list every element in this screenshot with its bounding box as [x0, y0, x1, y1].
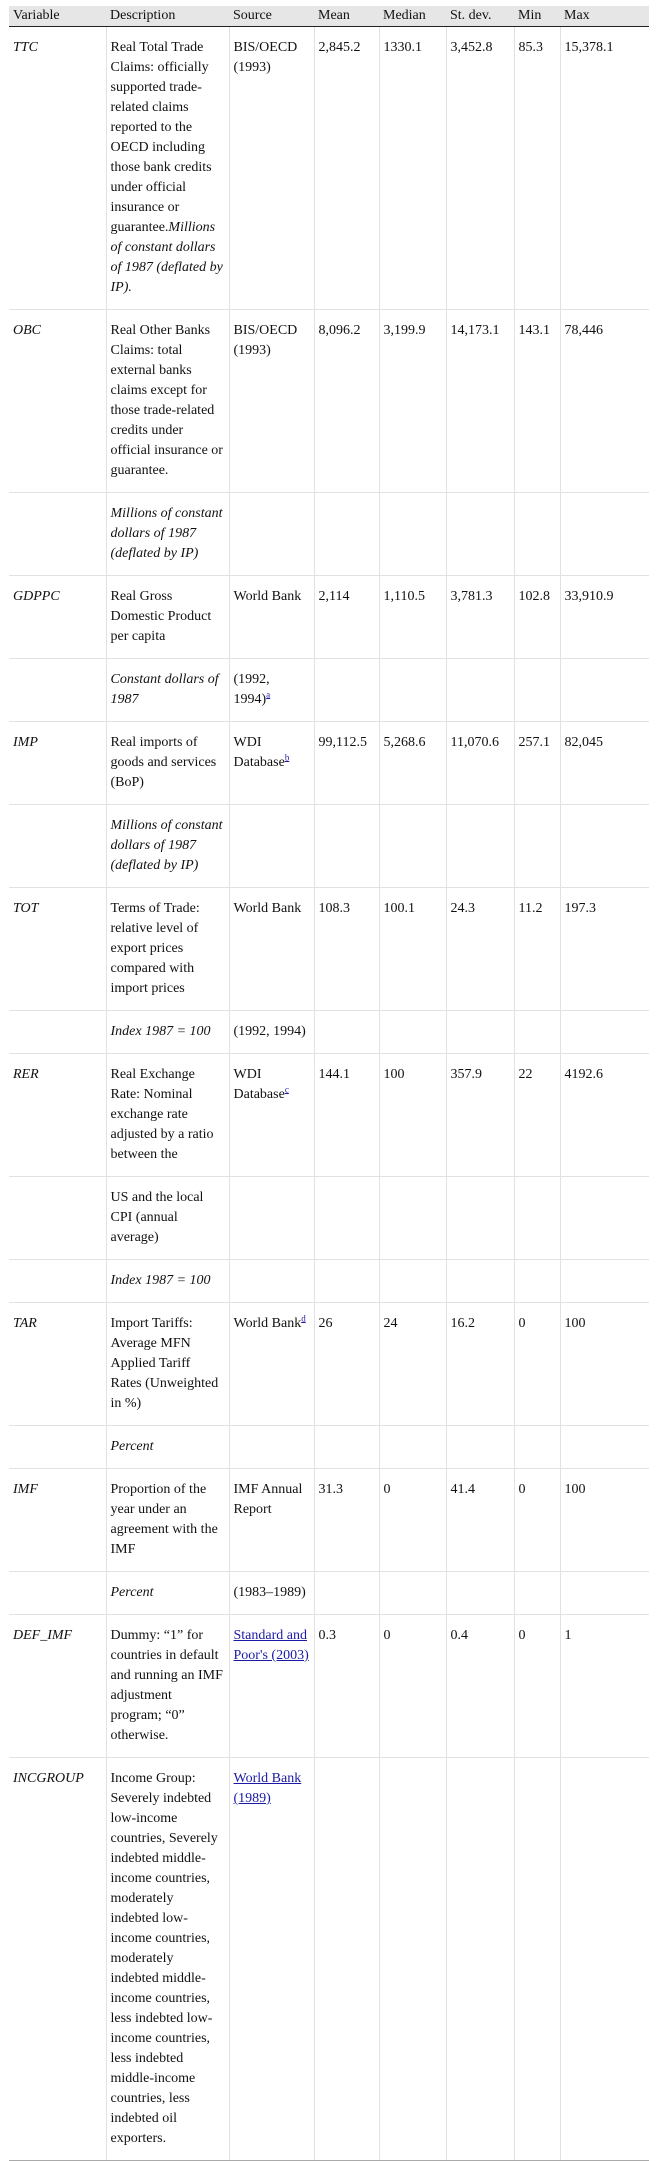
cell-variable [9, 576, 106, 659]
cell-mean [314, 659, 379, 722]
cell-mean [314, 1177, 379, 1260]
table-row [9, 1054, 649, 1177]
description-text: Import Tariffs: Average MFN Applied Tariff Rates (Unweighted in %) [110, 1316, 219, 1411]
variable-name: RER [13, 1067, 39, 1082]
description-text: Proportion of the year under an agreement with the IMF [110, 1482, 218, 1557]
cell-max [560, 659, 649, 722]
cell-median [379, 1260, 446, 1303]
cell-source [229, 1426, 314, 1469]
cell-max: 78,446 [560, 310, 649, 493]
cell-min: 102.8 [514, 576, 560, 659]
cell-max: 15,378.1 [560, 27, 649, 310]
cell-median: 1,110.5 [379, 576, 446, 659]
description-text: Terms of Trade: relative level of export prices compared with import prices [110, 901, 200, 996]
cell-description [106, 888, 229, 1011]
cell-variable [9, 1469, 106, 1572]
cell-max: 1 [560, 1615, 649, 1758]
cell-min [514, 1426, 560, 1469]
header-min: Min [514, 6, 560, 27]
cell-variable [9, 1011, 106, 1054]
cell-stdev [446, 1426, 514, 1469]
cell-variable [9, 722, 106, 805]
cell-mean [314, 1426, 379, 1469]
table-row [9, 1426, 649, 1469]
source-reference-link[interactable]: Standard and Poor's (2003) [233, 1628, 309, 1663]
table-row [9, 310, 649, 493]
table-row [9, 27, 649, 310]
description-unit: Index 1987 = 100 [110, 1024, 211, 1039]
cell-median [379, 1426, 446, 1469]
cell-variable [9, 659, 106, 722]
variable-name: DEF_IMF [13, 1628, 73, 1643]
cell-median: 100 [379, 1054, 446, 1177]
cell-max [560, 805, 649, 888]
cell-source [229, 1758, 314, 2161]
cell-description [106, 1011, 229, 1054]
cell-source [229, 1615, 314, 1758]
cell-source [229, 888, 314, 1011]
header-stdev: St. dev. [446, 6, 514, 27]
footnote-link[interactable]: b [284, 752, 290, 763]
source-text: WDI Database [233, 1067, 285, 1102]
cell-mean [314, 1011, 379, 1054]
cell-min: 0 [514, 1469, 560, 1572]
header-row [9, 6, 649, 27]
source-text: BIS/OECD (1993) [233, 323, 298, 358]
cell-variable [9, 1260, 106, 1303]
cell-median [379, 1572, 446, 1615]
description-unit: Millions of constant dollars of 1987 (deflated by IP) [110, 506, 223, 561]
cell-stdev [446, 1177, 514, 1260]
cell-max [560, 1572, 649, 1615]
cell-stdev: 16.2 [446, 1303, 514, 1426]
table-row [9, 576, 649, 659]
cell-stdev: 3,781.3 [446, 576, 514, 659]
cell-source [229, 576, 314, 659]
cell-description [106, 1572, 229, 1615]
cell-stdev: 11,070.6 [446, 722, 514, 805]
cell-source [229, 1011, 314, 1054]
cell-stdev [446, 1011, 514, 1054]
description-unit: Index 1987 = 100 [110, 1273, 211, 1288]
header-source: Source [229, 6, 314, 27]
cell-description [106, 493, 229, 576]
description-text: Income Group: Severely indebted low-income countries, Severely indebted middle-income countries, moderately indebted low-income countries, moderately indebted middle-income countries, less indebted low-income countries, less indebted middle-income countries, less indebted oil exporters. [110, 1771, 218, 2146]
cell-description [106, 805, 229, 888]
header-variable: Variable [9, 6, 106, 27]
table-row [9, 493, 649, 576]
cell-stdev: 14,173.1 [446, 310, 514, 493]
description-text: Real Exchange Rate: Nominal exchange rate adjusted by a ratio between the [110, 1067, 214, 1162]
table-row [9, 888, 649, 1011]
cell-stdev [446, 1260, 514, 1303]
cell-source [229, 1469, 314, 1572]
footnote-link[interactable]: c [284, 1084, 289, 1095]
source-text: IMF Annual Report [233, 1482, 303, 1517]
cell-source [229, 27, 314, 310]
cell-source [229, 722, 314, 805]
description-unit: Millions of constant dollars of 1987 (deflated by IP). [110, 220, 223, 295]
cell-description [106, 576, 229, 659]
variable-name: IMF [13, 1482, 38, 1497]
cell-max [560, 493, 649, 576]
cell-min: 0 [514, 1303, 560, 1426]
cell-description [106, 1177, 229, 1260]
cell-min [514, 493, 560, 576]
cell-variable [9, 1615, 106, 1758]
cell-variable [9, 1303, 106, 1426]
header-mean: Mean [314, 6, 379, 27]
source-text: (1983–1989) [233, 1585, 306, 1600]
cell-mean: 144.1 [314, 1054, 379, 1177]
source-text: World Bank [233, 1316, 302, 1331]
cell-variable [9, 1572, 106, 1615]
source-text: World Bank [233, 589, 302, 604]
description-text: Real imports of goods and services (BoP) [110, 735, 217, 790]
cell-variable [9, 1426, 106, 1469]
cell-source [229, 1054, 314, 1177]
cell-description [106, 27, 229, 310]
cell-max: 100 [560, 1303, 649, 1426]
cell-stdev: 357.9 [446, 1054, 514, 1177]
cell-median: 0 [379, 1469, 446, 1572]
description-text: Real Gross Domestic Product per capita [110, 589, 212, 644]
variable-name: TOT [13, 901, 39, 916]
cell-mean [314, 1260, 379, 1303]
cell-max [560, 1426, 649, 1469]
header-max: Max [560, 6, 649, 27]
cell-mean: 2,114 [314, 576, 379, 659]
cell-median: 24 [379, 1303, 446, 1426]
table-row [9, 659, 649, 722]
description-unit: Constant dollars of 1987 [110, 672, 219, 707]
cell-median: 100.1 [379, 888, 446, 1011]
cell-mean: 99,112.5 [314, 722, 379, 805]
cell-min [514, 1177, 560, 1260]
footnote-link[interactable]: a [266, 689, 271, 700]
cell-max [560, 1177, 649, 1260]
cell-mean: 108.3 [314, 888, 379, 1011]
cell-stdev [446, 493, 514, 576]
variable-name: IMP [13, 735, 38, 750]
cell-min [514, 1260, 560, 1303]
variable-name: GDPPC [13, 589, 60, 604]
cell-stdev: 0.4 [446, 1615, 514, 1758]
table-row [9, 1177, 649, 1260]
table-row [9, 1615, 649, 1758]
cell-variable [9, 888, 106, 1011]
cell-mean: 0.3 [314, 1615, 379, 1758]
footnote-link[interactable]: d [301, 1313, 306, 1324]
cell-max [560, 1260, 649, 1303]
cell-source [229, 1260, 314, 1303]
variable-name: INCGROUP [13, 1771, 84, 1786]
description-unit: Percent [110, 1585, 154, 1600]
cell-variable [9, 1758, 106, 2161]
description-unit: Percent [110, 1439, 154, 1454]
cell-variable [9, 310, 106, 493]
description-text: US and the local CPI (annual average) [110, 1190, 204, 1245]
variable-name: TAR [13, 1316, 37, 1331]
description-unit: Millions of constant dollars of 1987 (deflated by IP) [110, 818, 223, 873]
cell-max: 33,910.9 [560, 576, 649, 659]
cell-max: 4192.6 [560, 1054, 649, 1177]
table-row [9, 805, 649, 888]
cell-median [379, 1177, 446, 1260]
cell-mean [314, 1572, 379, 1615]
cell-median [379, 805, 446, 888]
table-row [9, 1011, 649, 1054]
cell-median [379, 1758, 446, 2161]
cell-mean [314, 805, 379, 888]
cell-description [106, 1260, 229, 1303]
cell-min [514, 1011, 560, 1054]
cell-stdev: 24.3 [446, 888, 514, 1011]
cell-min: 22 [514, 1054, 560, 1177]
cell-min [514, 659, 560, 722]
table-row [9, 1303, 649, 1426]
cell-min: 143.1 [514, 310, 560, 493]
cell-source [229, 1177, 314, 1260]
cell-min: 0 [514, 1615, 560, 1758]
table-row [9, 722, 649, 805]
cell-variable [9, 27, 106, 310]
source-text: (1992, 1994) [233, 672, 270, 707]
description-text: Real Other Banks Claims: total external banks claims except for those trade-related credits under official insurance or guarantee. [110, 323, 223, 478]
cell-variable [9, 1054, 106, 1177]
cell-source [229, 493, 314, 576]
cell-stdev: 41.4 [446, 1469, 514, 1572]
cell-source [229, 805, 314, 888]
cell-stdev [446, 1758, 514, 2161]
cell-description [106, 1615, 229, 1758]
table-row [9, 1260, 649, 1303]
cell-max [560, 1011, 649, 1054]
cell-stdev [446, 805, 514, 888]
cell-min [514, 1758, 560, 2161]
cell-description [106, 1303, 229, 1426]
cell-mean: 26 [314, 1303, 379, 1426]
cell-source [229, 310, 314, 493]
cell-stdev: 3,452.8 [446, 27, 514, 310]
cell-min [514, 1572, 560, 1615]
cell-max: 197.3 [560, 888, 649, 1011]
source-text: BIS/OECD (1993) [233, 40, 298, 75]
source-text: (1992, 1994) [233, 1024, 306, 1039]
cell-max: 82,045 [560, 722, 649, 805]
header-median: Median [379, 6, 446, 27]
cell-description [106, 1054, 229, 1177]
variable-name: TTC [13, 40, 38, 55]
cell-median: 5,268.6 [379, 722, 446, 805]
cell-min: 85.3 [514, 27, 560, 310]
cell-min: 257.1 [514, 722, 560, 805]
cell-variable [9, 805, 106, 888]
cell-variable [9, 493, 106, 576]
table-row [9, 1469, 649, 1572]
cell-mean: 2,845.2 [314, 27, 379, 310]
description-text: Dummy: “1” for countries in default and running an IMF adjustment program; “0” otherwise. [110, 1628, 223, 1743]
source-text: World Bank [233, 901, 302, 916]
description-text: Real Total Trade Claims: officially supported trade-related claims reported to the OECD including those bank credits under official insurance or guarantee. [110, 40, 212, 235]
cell-min [514, 805, 560, 888]
cell-median [379, 493, 446, 576]
cell-stdev [446, 1572, 514, 1615]
cell-description [106, 659, 229, 722]
cell-description [106, 722, 229, 805]
variable-name: OBC [13, 323, 41, 338]
header-description: Description [106, 6, 229, 27]
cell-median: 0 [379, 1615, 446, 1758]
table-row [9, 1572, 649, 1615]
cell-median: 3,199.9 [379, 310, 446, 493]
cell-stdev [446, 659, 514, 722]
cell-mean [314, 493, 379, 576]
source-reference-link[interactable]: World Bank (1989) [233, 1771, 302, 1806]
cell-description [106, 1426, 229, 1469]
cell-median [379, 1011, 446, 1054]
table-row [9, 1758, 649, 2161]
cell-median [379, 659, 446, 722]
cell-description [106, 310, 229, 493]
source-text: WDI Database [233, 735, 285, 770]
cell-source [229, 1572, 314, 1615]
descriptive-statistics-table [9, 6, 649, 2161]
cell-max: 100 [560, 1469, 649, 1572]
cell-description [106, 1469, 229, 1572]
cell-mean: 31.3 [314, 1469, 379, 1572]
cell-mean [314, 1758, 379, 2161]
cell-median: 1330.1 [379, 27, 446, 310]
cell-mean: 8,096.2 [314, 310, 379, 493]
cell-max [560, 1758, 649, 2161]
cell-variable [9, 1177, 106, 1260]
cell-min: 11.2 [514, 888, 560, 1011]
cell-description [106, 1758, 229, 2161]
cell-source [229, 1303, 314, 1426]
cell-source [229, 659, 314, 722]
